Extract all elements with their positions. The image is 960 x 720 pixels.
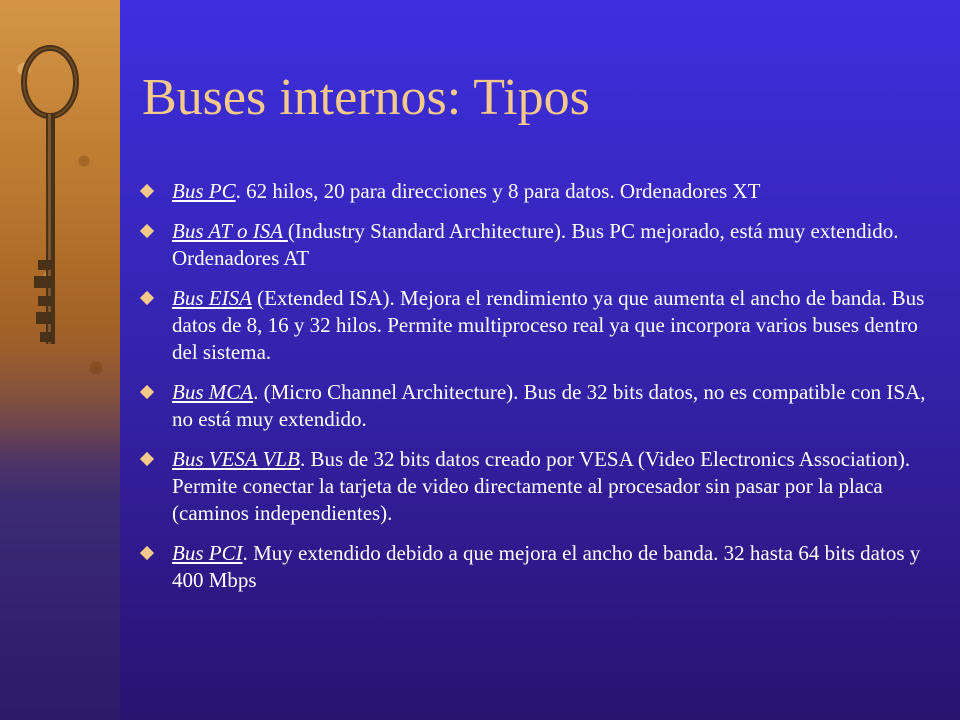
- bullet-text: . Muy extendido debido a que mejora el ancho de banda. 32 hasta 64 bits datos y 400 Mbps: [172, 541, 921, 592]
- bullet-item: [140, 379, 940, 433]
- bullet-item: [140, 178, 940, 205]
- bus-mca-link[interactable]: Bus MCA: [172, 380, 254, 404]
- diamond-bullet-icon: [140, 452, 154, 466]
- bus-pc-link[interactable]: Bus PC: [172, 179, 236, 203]
- bullet-item: [140, 446, 940, 527]
- bus-eisa-link[interactable]: Bus EISA: [172, 286, 252, 310]
- bullet-item: [140, 218, 940, 272]
- bullet-text: . (Micro Channel Architecture). Bus de 32 bits datos, no es compatible con ISA, no está muy extendido.: [172, 380, 926, 431]
- bus-at-isa-link[interactable]: Bus AT o ISA: [172, 219, 288, 243]
- side-image: [0, 0, 120, 720]
- bus-vesa-vlb-link[interactable]: Bus VESA VLB: [172, 447, 300, 471]
- bullet-text: . Bus de 32 bits datos creado por VESA (Video Electronics Association). Permite conectar la tarjeta de video directamente al procesador sin pasar por la placa (caminos independientes).: [172, 447, 911, 525]
- diamond-bullet-icon: [140, 385, 154, 399]
- diamond-bullet-icon: [140, 546, 154, 560]
- bullet-item: [140, 285, 940, 366]
- bullet-text: . 62 hilos, 20 para direcciones y 8 para datos. Ordenadores XT: [235, 179, 761, 203]
- bullet-item: [140, 540, 940, 594]
- key-icon: [0, 40, 120, 380]
- diamond-bullet-icon: [140, 291, 154, 305]
- slide-title: Buses internos: Tipos: [142, 69, 590, 126]
- bullet-text: (Industry Standard Architecture). Bus PC mejorado, está muy extendido. Ordenadores AT: [172, 219, 899, 270]
- bullet-list: [140, 178, 940, 607]
- bus-pci-link[interactable]: Bus PCI: [172, 541, 243, 565]
- bullet-text: (Extended ISA). Mejora el rendimiento ya que aumenta el ancho de banda. Bus datos de 8, 16 y 32 hilos. Permite multiproceso real ya que incorpora varios buses dentro del sistema.: [172, 286, 925, 364]
- diamond-bullet-icon: [140, 184, 154, 198]
- diamond-bullet-icon: [140, 224, 154, 238]
